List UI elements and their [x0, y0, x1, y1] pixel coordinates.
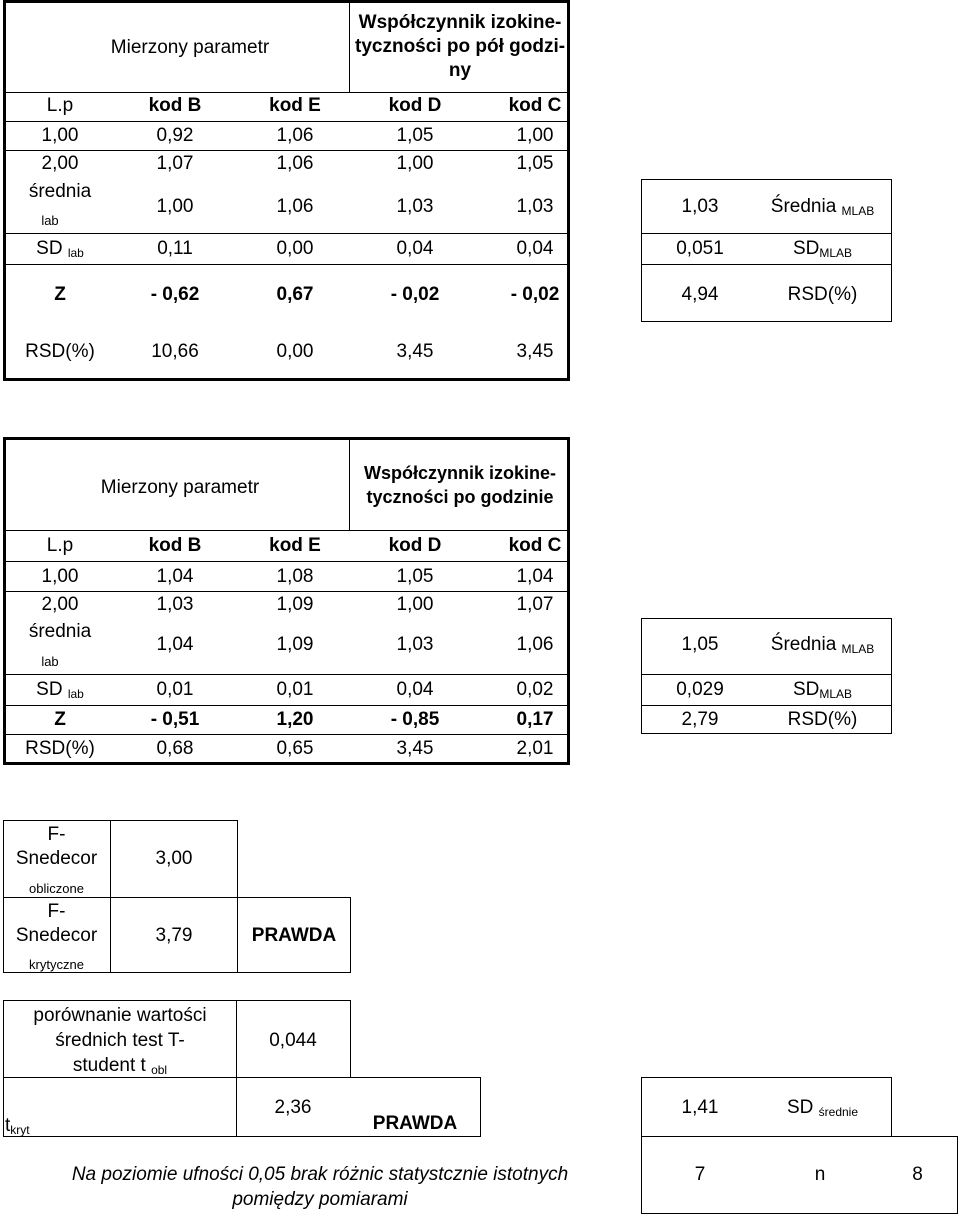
- table-cell: 0,92: [156, 125, 194, 146]
- table-cell: - 0,02: [510, 284, 560, 305]
- table-cell: 1,00: [41, 566, 79, 587]
- table-cell: 1,03: [516, 196, 554, 217]
- conclusion-line2: pomiędzy pomiarami: [232, 1189, 408, 1210]
- table-cell: - 0,02: [390, 284, 440, 305]
- table-cell: 10,66: [151, 341, 199, 362]
- table-cell: 0,00: [276, 341, 314, 362]
- col-header-kod-c: kod C: [508, 95, 562, 116]
- table-cell: 1,07: [516, 594, 554, 615]
- mlab-sd-value: 0,029: [676, 679, 724, 700]
- mlab-sd-text: SD: [792, 679, 820, 700]
- coef-title-line1: Współczynnik izokine-: [363, 463, 557, 483]
- f-calc-label-line2: Snedecor: [15, 848, 98, 869]
- table-cell: 0,17: [516, 709, 554, 730]
- table-cell: 1,00: [396, 594, 434, 615]
- table-cell: 1,09: [276, 594, 314, 615]
- t-obl-text: student t: [72, 1055, 146, 1076]
- table-cell: 3,45: [516, 341, 554, 362]
- table-cell: 0,00: [276, 238, 314, 259]
- table-cell: 1,05: [396, 125, 434, 146]
- f-calc-label-line1: F-: [47, 824, 66, 845]
- mlab-rsd-value: 4,94: [681, 284, 719, 305]
- t-crit-value: 2,36: [274, 1097, 312, 1118]
- table-cell: 1,06: [276, 125, 314, 146]
- f-calc-value: 3,00: [155, 848, 193, 869]
- table-cell: 1,03: [396, 196, 434, 217]
- coef-title-line1: Współczynnik izokine-: [358, 12, 562, 33]
- mlab-sd-value: 0,051: [676, 238, 724, 259]
- mlab-mean-sub: MLAB: [841, 642, 875, 656]
- col-header-kod-b: kod B: [148, 535, 202, 556]
- f-calc-sub: obliczone: [29, 881, 84, 896]
- table-cell: 1,04: [516, 566, 554, 587]
- sd-sub: lab: [67, 687, 84, 701]
- mlab-mean-sub: MLAB: [841, 204, 875, 218]
- table-cell: 2,00: [41, 594, 79, 615]
- table-cell: 1,03: [396, 634, 434, 655]
- table-cell: 1,05: [396, 566, 434, 587]
- mlab-rsd-label: RSD(%): [787, 709, 858, 730]
- z-label: Z: [54, 284, 66, 305]
- table-cell: 1,04: [156, 634, 194, 655]
- table-cell: 0,65: [276, 738, 314, 759]
- param-label: Mierzony parametr: [110, 37, 270, 58]
- table-cell: 0,67: [276, 284, 314, 305]
- table-cell: 1,00: [41, 125, 79, 146]
- coef-title-line3: ny: [448, 60, 472, 81]
- mlab-sd-label: [755, 679, 890, 705]
- table-cell: 0,04: [396, 238, 434, 259]
- table-cell: 2,01: [516, 738, 554, 759]
- table-cell: 3,45: [396, 341, 434, 362]
- sd-means-sub: średnie: [818, 1105, 859, 1119]
- col-header-kod-d: kod D: [388, 535, 442, 556]
- n-right-value: 8: [912, 1164, 923, 1185]
- col-header-kod-c: kod C: [508, 535, 562, 556]
- rsd-label: RSD(%): [25, 738, 95, 759]
- mlab-rsd-label: RSD(%): [787, 284, 858, 305]
- mean-sub: lab: [41, 654, 59, 669]
- n-label: n: [814, 1164, 826, 1185]
- mean-sub: lab: [41, 213, 59, 228]
- table-cell: 0,68: [156, 738, 194, 759]
- table-cell: - 0,85: [390, 709, 440, 730]
- table-cell: 0,04: [396, 679, 434, 700]
- table-cell: 1,06: [276, 196, 314, 217]
- mlab-sd-text: SD: [792, 238, 820, 259]
- coef-title-line2: tyczności po pół godzi-: [355, 36, 566, 57]
- col-header-kod-e: kod E: [269, 535, 321, 556]
- table-cell: 0,01: [156, 679, 194, 700]
- t-obl-value: 0,044: [269, 1030, 317, 1051]
- table-cell: 1,05: [516, 153, 554, 174]
- n-left-value: 7: [694, 1164, 706, 1185]
- table-cell: 1,08: [276, 566, 314, 587]
- mlab-sd-sub: MLAB: [819, 687, 853, 701]
- col-header-kod-b: kod B: [148, 95, 202, 116]
- table-cell: 1,06: [516, 634, 554, 655]
- table-cell: 0,04: [516, 238, 554, 259]
- mean-label: średnia: [28, 181, 92, 202]
- t-test-label-line2: średnich test T-: [55, 1030, 185, 1051]
- table-cell: 3,45: [396, 738, 434, 759]
- sd-label: [10, 238, 110, 264]
- mlab-mean-value: 1,03: [681, 196, 719, 217]
- table-cell: 1,09: [276, 634, 314, 655]
- table-cell: 1,06: [276, 153, 314, 174]
- mlab-sd-label: [755, 238, 890, 264]
- mlab-mean-label: [755, 196, 890, 222]
- table-cell: 1,03: [156, 594, 194, 615]
- f-crit-label-line1: F-: [47, 901, 66, 922]
- mean-label: średnia: [28, 621, 92, 642]
- sd-label-text: SD: [36, 679, 63, 700]
- sd-sub: lab: [67, 246, 84, 260]
- sd-label: [10, 679, 110, 705]
- mlab-mean-text: Średnia: [770, 196, 837, 217]
- sd-means-label: [755, 1097, 890, 1123]
- col-header-lp: L.p: [46, 95, 74, 116]
- mlab-sd-sub: MLAB: [819, 246, 853, 260]
- sd-means-value: 1,41: [681, 1097, 719, 1118]
- sd-label-text: SD: [36, 238, 63, 259]
- f-crit-label-line2: Snedecor: [15, 925, 98, 946]
- table-cell: 1,00: [516, 125, 554, 146]
- table-cell: 1,00: [396, 153, 434, 174]
- f-crit-sub: krytyczne: [29, 957, 84, 972]
- table-cell: 1,04: [156, 566, 194, 587]
- table-cell: 1,20: [276, 709, 314, 730]
- t-obl-sub: obl: [151, 1063, 168, 1077]
- f-test-result: PRAWDA: [251, 925, 337, 946]
- table-cell: 1,07: [156, 153, 194, 174]
- param-label: Mierzony parametr: [100, 477, 260, 498]
- t-test-label-line1: porównanie wartości: [33, 1005, 207, 1026]
- table-cell: 0,02: [516, 679, 554, 700]
- table-cell: 0,01: [276, 679, 314, 700]
- mlab-mean-value: 1,05: [681, 634, 719, 655]
- col-header-lp: L.p: [46, 535, 74, 556]
- z-label: Z: [54, 709, 66, 730]
- f-crit-value: 3,79: [155, 925, 193, 946]
- t-test-result: PRAWDA: [372, 1113, 458, 1134]
- mlab-rsd-value: 2,79: [681, 709, 719, 730]
- table-cell: - 0,51: [150, 709, 200, 730]
- col-header-kod-e: kod E: [269, 95, 321, 116]
- rsd-label: RSD(%): [25, 341, 95, 362]
- conclusion-line1: Na poziomie ufności 0,05 brak różnic statystcznie istotnych: [71, 1164, 569, 1185]
- t-crit-label: [5, 1115, 45, 1141]
- mlab-mean-label: [755, 634, 890, 660]
- col-header-kod-d: kod D: [388, 95, 442, 116]
- t-crit-sub: kryt: [10, 1123, 30, 1137]
- table-cell: 0,11: [157, 238, 193, 259]
- sd-means-text: SD: [786, 1097, 814, 1118]
- coef-title-line2: tyczności po godzinie: [366, 487, 554, 507]
- table-cell: - 0,62: [150, 284, 200, 305]
- table-cell: 2,00: [41, 153, 79, 174]
- table-cell: 1,00: [156, 196, 194, 217]
- mlab-mean-text: Średnia: [770, 634, 837, 655]
- t-crit-text: t: [5, 1115, 11, 1136]
